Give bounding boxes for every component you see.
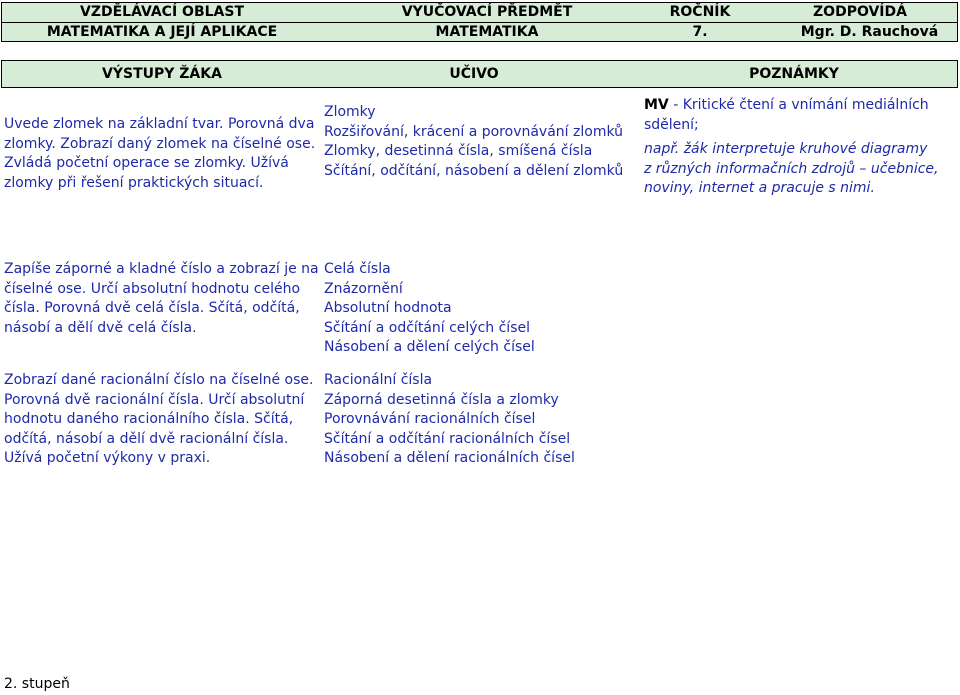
text-line: Zapíše záporné a kladné číslo a zobrazí je na (4, 261, 319, 277)
value-rocnik: 7. (692, 24, 708, 40)
section-2-ucivo (324, 260, 535, 358)
text-line: Zobrazí dané racionální číslo na číselné ose. (4, 372, 314, 388)
text-line: zlomky při řešení praktických situací. (4, 174, 264, 191)
text-line: čísla. Porovná dvě celá čísla. Sčítá, odčítá, (4, 300, 300, 316)
example-line: z různých informačních zdrojů – učebnice, (644, 160, 939, 177)
text-line: odčítá, násobí a dělí dvě racionální čísla. (4, 430, 289, 447)
example-line: noviny, internet a pracuje s nimi. (644, 180, 875, 196)
text-line: hodnotu daného racionálního čísla. Sčítá, (4, 411, 294, 427)
example-line: např. žák interpretuje kruhové diagramy (644, 141, 928, 157)
value-predmet: MATEMATIKA (435, 24, 539, 40)
column-poznamky: POZNÁMKY (749, 66, 839, 82)
text-line: Celá čísla (324, 261, 391, 277)
label-rocnik: ROČNÍK (669, 4, 731, 20)
text-line: sdělení; (644, 116, 699, 133)
text-line: Zvládá početní operace se zlomky. Užívá (4, 155, 289, 171)
text-line: Porovná dvě racionální čísla. Určí absolutní (4, 391, 305, 408)
text-line: Násobení a dělení celých čísel (324, 339, 535, 355)
text-line: Porovnávání racionálních čísel (324, 411, 536, 427)
section-3-vystupy (4, 371, 313, 469)
column-ucivo: UČIVO (449, 66, 499, 82)
column-vystupy: VÝSTUPY ŽÁKA (102, 66, 222, 82)
text-line: Sčítání a odčítání racionálních čísel (324, 430, 571, 447)
section-3-ucivo (324, 371, 575, 469)
text-line: Uvede zlomek na základní tvar. Porovná dva (4, 116, 315, 132)
text-line: Užívá početní výkony v praxi. (4, 450, 211, 466)
column-header-row (1, 60, 958, 88)
label-predmet: VYUČOVACÍ PŘEDMĚT (401, 4, 573, 20)
text-line: číselné ose. Určí absolutní hodnotu celého (4, 280, 301, 297)
subject-info-table (1, 2, 958, 42)
text-line: Násobení a dělení racionálních čísel (324, 450, 575, 466)
text-line: zlomky. Zobrazí daný zlomek na číselné ose. (4, 135, 316, 152)
value-zodpovida: Mgr. D. Rauchová (800, 24, 939, 40)
label-zodpovida: ZODPOVÍDÁ (813, 4, 907, 20)
label-oblast: VZDĚLÁVACÍ OBLAST (79, 4, 244, 20)
mv-text: - Kritické čtení a vnímání mediálních (668, 97, 929, 113)
text-line: Sčítání, odčítání, násobení a dělení zlomků (324, 162, 624, 179)
mv-tag: MV (644, 97, 669, 113)
text-line: Znázornění (324, 280, 403, 297)
mv-note (644, 96, 938, 116)
text-line: Zlomky, desetinná čísla, smíšená čísla (324, 143, 593, 159)
info-values-row (2, 22, 957, 41)
info-labels-row (2, 3, 957, 22)
text-line: Zlomky (324, 104, 376, 120)
text-line: Sčítání a odčítání celých čísel (324, 319, 530, 336)
value-oblast: MATEMATIKA A JEJÍ APLIKACE (46, 24, 278, 40)
section-1-ucivo (324, 103, 623, 181)
text-line: Rozšiřování, krácení a porovnávání zlomků (324, 123, 624, 140)
section-2-vystupy (4, 260, 319, 338)
text-line: Absolutní hodnota (324, 300, 452, 316)
section-1-vystupy (4, 115, 315, 193)
text-line: Racionální čísla (324, 372, 433, 388)
section-1-poznamky (644, 96, 938, 199)
text-line: násobí a dělí dvě celá čísla. (4, 319, 197, 336)
text-line: Záporná desetinná čísla a zlomky (324, 391, 559, 408)
page-footer: 2. stupeň (4, 676, 70, 692)
